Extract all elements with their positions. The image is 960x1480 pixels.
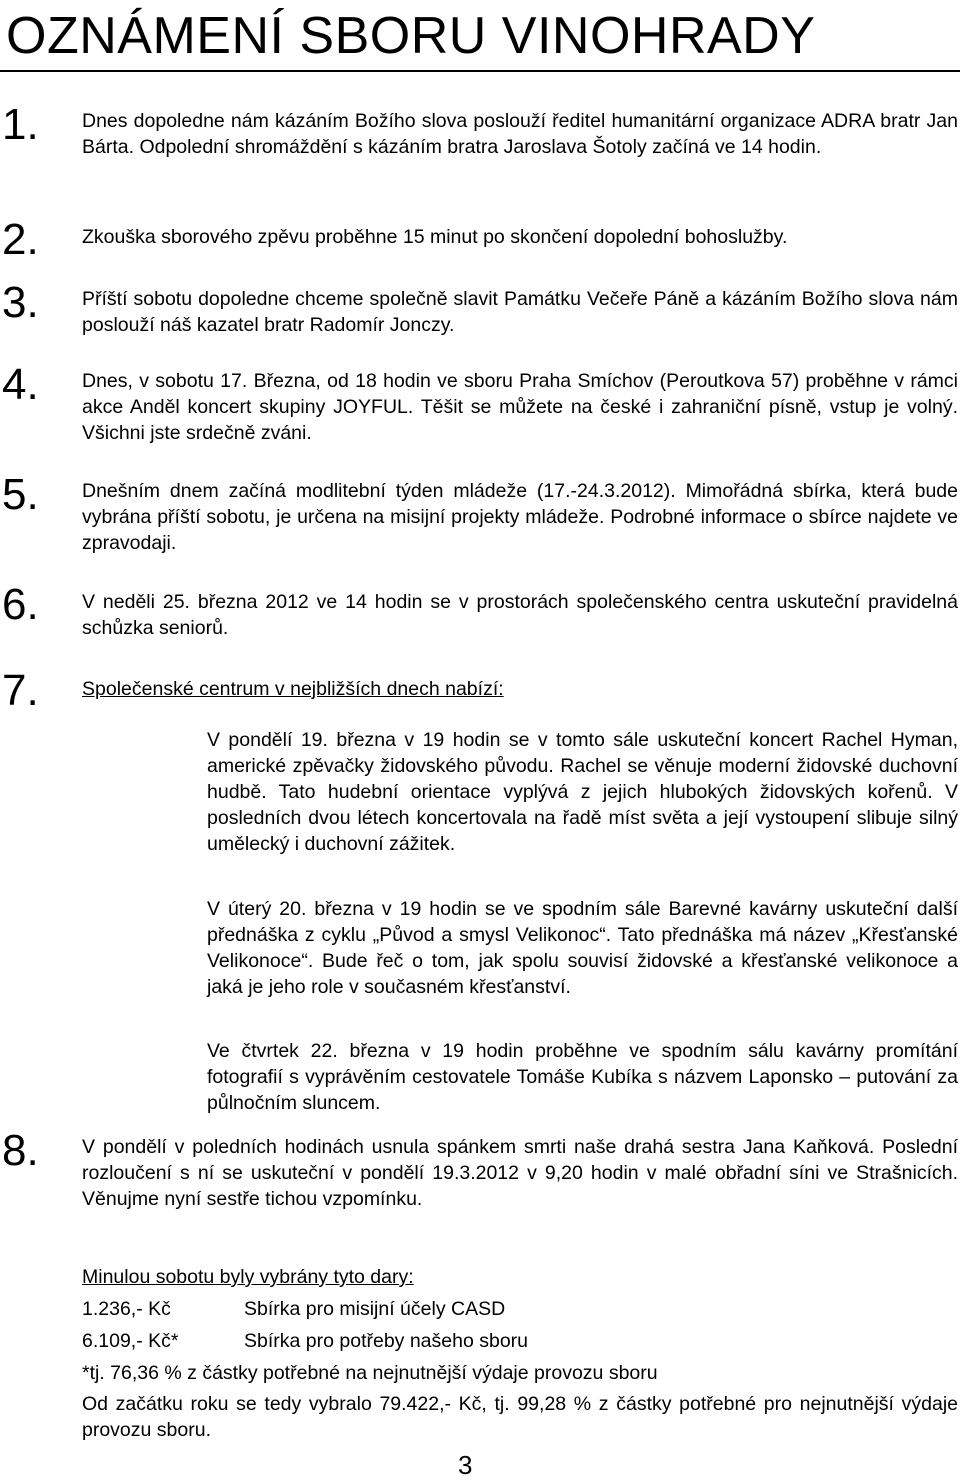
item-number-5: 5. [2, 470, 39, 519]
item-text-5: Dnešním dnem začíná modlitební týden mládeže (17.-24.3.2012). Mimořádná sbírka, která bude vybrána příští sobotu, je určena na misijní projekty mládeže. Podrobné informace o sbírce najdete ve zpravodaji. [82, 480, 958, 554]
event-concert: V pondělí 19. března v 19 hodin se v tomto sále uskuteční koncert Rachel Hyman, americké zpěvačky židovského původu. Rachel se věnuje moderní židovské duchovní hudbě. Tato hudební orientace vyplývá z jejich hlubokých židovských kořenů. V posledních dvou létech koncertovala na řadě míst světa a její vystoupení slibuje silný umělecký i duchovní zážitek. [207, 729, 958, 855]
gifts-heading: Minulou sobotu byly vybrány tyto dary: [82, 1266, 414, 1288]
gifts-note: *tj. 76,36 % z částky potřebné na nejnutnější výdaje provozu sboru [82, 1362, 658, 1384]
item-text-4: Dnes, v sobotu 17. Března, od 18 hodin ve sboru Praha Smíchov (Peroutkova 57) proběhne v rámci akce Anděl koncert skupiny JOYFUL. Těšit se můžete na české i zahraniční písně, vstup je volný. Všichni jste srdečně zváni. [82, 370, 958, 444]
event-photo-show: Ve čtvrtek 22. března v 19 hodin proběhne ve spodním sálu kavárny promítání fotografií s vyprávěním cestovatele Tomáše Kubíka s názvem Laponsko – putování za půlnočním sluncem. [207, 1040, 958, 1114]
gift-label-1: Sbírka pro misijní účely CASD [244, 1298, 506, 1320]
page-number: 3 [458, 1450, 473, 1480]
item-text-3: Příští sobotu dopoledne chceme společně slavit Památku Večeře Páně a kázáním Božího slova nám poslouží náš kazatel bratr Radomír Jonczy. [82, 288, 958, 336]
gift-label-2: Sbírka pro potřeby našeho sboru [244, 1330, 529, 1352]
gifts-summary: Od začátku roku se tedy vybralo 79.422,- Kč, tj. 99,28 % z částky potřebné pro nejnutnější výdaje provozu sboru. [82, 1393, 958, 1441]
item-text-1: Dnes dopoledne nám kázáním Božího slova poslouží ředitel humanitární organizace ADRA bratr Jan Bárta. Odpolední shromáždění s kázáním bratra Jaroslava Šotoly začíná ve 14 hodin. [82, 110, 958, 158]
item-number-2: 2. [2, 215, 39, 264]
item-text-2: Zkouška sborového zpěvu proběhne 15 minut po skončení dopolední bohoslužby. [82, 226, 788, 248]
item-number-7: 7. [2, 666, 39, 715]
item-text-8: V pondělí v poledních hodinách usnula spánkem smrti naše drahá sestra Jana Kaňková. Poslední rozloučení s ní se uskuteční v pondělí 19.3.2012 v 9,20 hodin v malé obřadní síni ve Strašnicích. Věnujme nyní sestře tichou vzpomínku. [82, 1136, 958, 1210]
gift-amount-1: 1.236,- Kč [82, 1298, 171, 1320]
item-number-3: 3. [2, 278, 39, 327]
item-number-6: 6. [2, 580, 39, 629]
item-number-1: 1. [2, 100, 39, 149]
item-number-8: 8. [2, 1126, 39, 1175]
item-text-6: V neděli 25. března 2012 ve 14 hodin se v prostorách společenského centra uskuteční pravidelná schůzka seniorů. [82, 591, 958, 639]
item-text-7: Společenské centrum v nejbližších dnech nabízí: [82, 678, 504, 700]
page-title: OZNÁMENÍ SBORU VINOHRADY [6, 7, 816, 65]
title-underline [0, 70, 960, 72]
item-number-4: 4. [2, 360, 39, 409]
gift-amount-2: 6.109,- Kč* [82, 1330, 179, 1352]
event-lecture: V úterý 20. března v 19 hodin se ve spodním sále Barevné kavárny uskuteční další přednáška z cyklu „Původ a smysl Velikonoc“. Tato přednáška má název „Křesťanské Velikonoce“. Bude řeč o tom, jak spolu souvisí židovské a křesťanské velikonoce a jaká je jeho role v současném křesťanství. [207, 898, 958, 998]
